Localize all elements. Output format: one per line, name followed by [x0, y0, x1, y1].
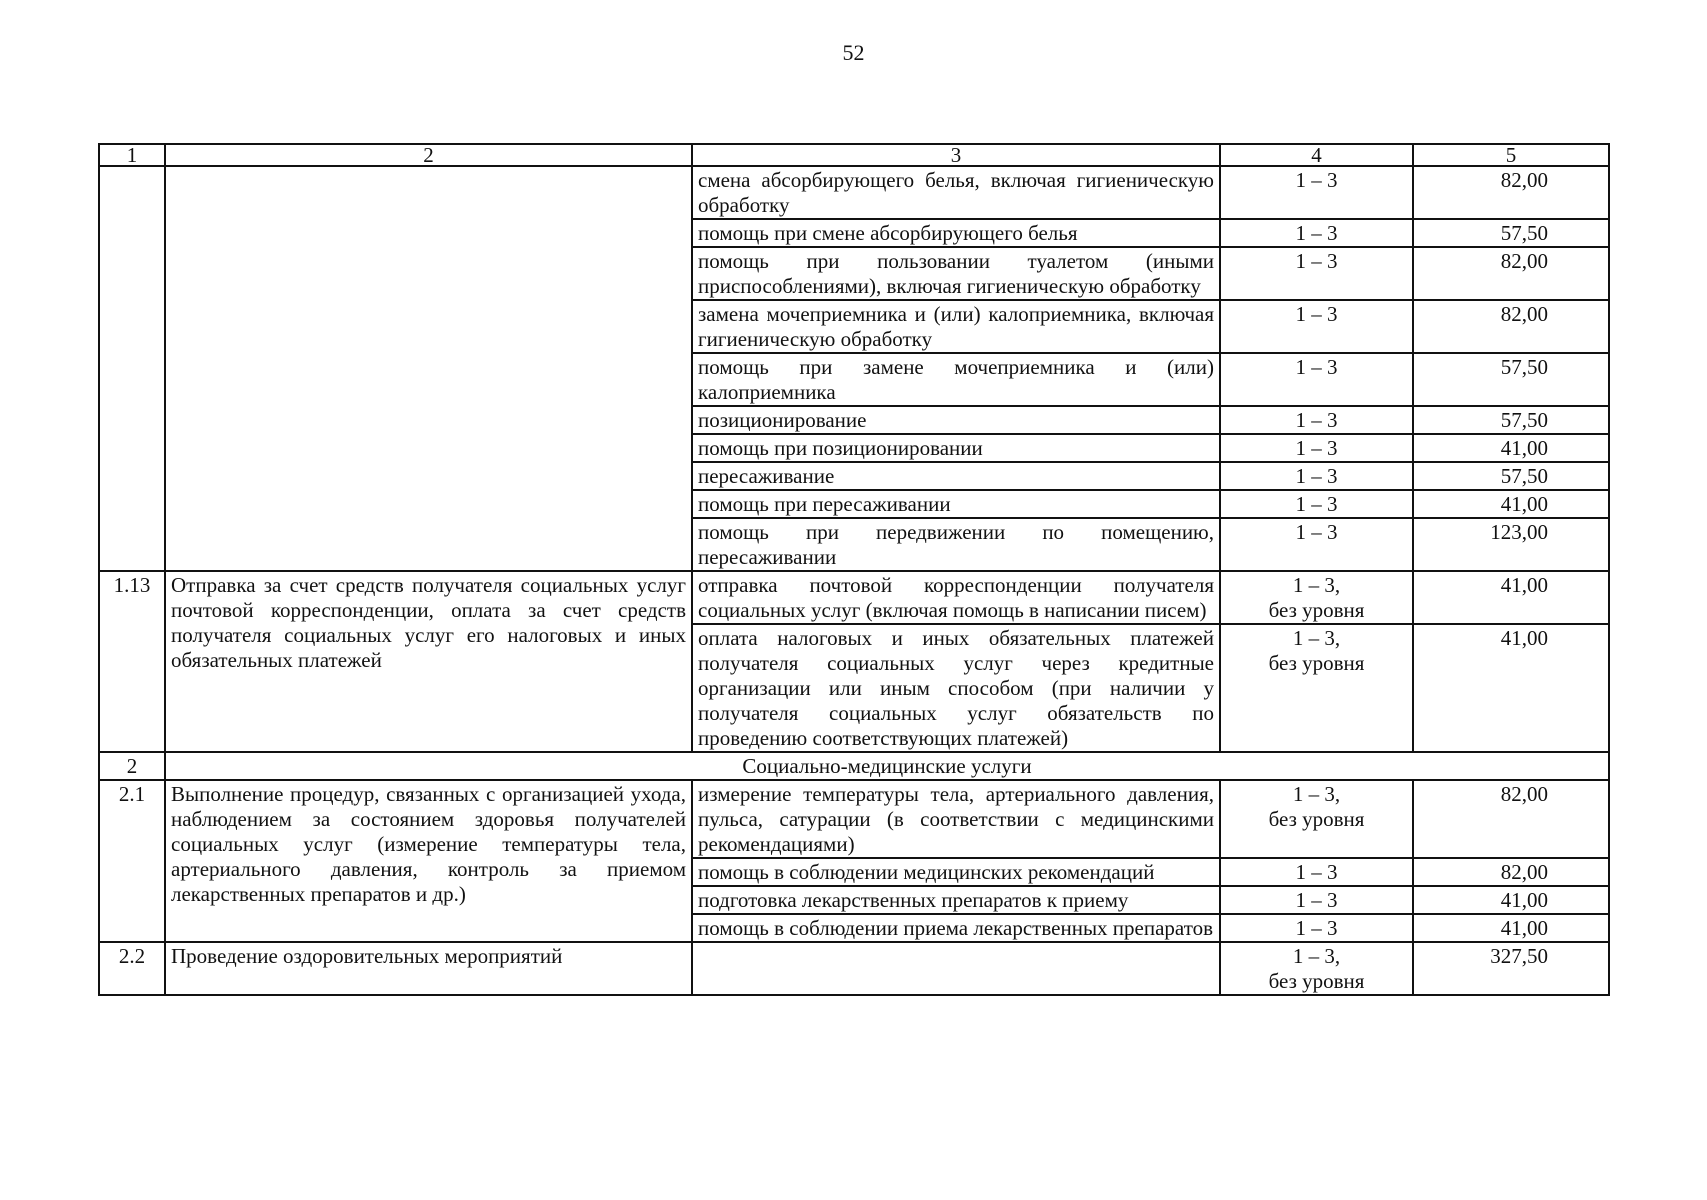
level-cell: 1 – 3 [1220, 166, 1413, 219]
level-cell: 1 – 3 [1220, 490, 1413, 518]
service-number-cell [99, 166, 165, 571]
table-row [99, 166, 1609, 219]
activity-cell: пересаживание [692, 462, 1220, 490]
table-header-row [99, 144, 1609, 166]
activity-cell: помощь при смене абсорбирующего белья [692, 219, 1220, 247]
price-cell: 57,50 [1413, 406, 1609, 434]
table-row [99, 780, 1609, 858]
section-row [99, 752, 1609, 780]
activity-cell: помощь в соблюдении приема лекарственных препаратов [692, 914, 1220, 942]
activity-cell: помощь при позиционировании [692, 434, 1220, 462]
level-cell: 1 – 3 [1220, 247, 1413, 300]
price-cell: 82,00 [1413, 300, 1609, 353]
level-range: 1 – 3, [1292, 782, 1341, 806]
level-cell [1220, 942, 1413, 995]
activity-cell [692, 942, 1220, 995]
level-note: без уровня [1268, 807, 1365, 831]
page-number: 52 [842, 40, 865, 65]
table-row [99, 942, 1609, 995]
section-title-cell: Социально-медицинские услуги [165, 752, 1609, 780]
header-cell: 4 [1220, 144, 1413, 166]
header-cell: 2 [165, 144, 692, 166]
service-number-cell: 2.2 [99, 942, 165, 995]
service-number-cell: 1.13 [99, 571, 165, 752]
activity-cell: подготовка лекарственных препаратов к приему [692, 886, 1220, 914]
activity-cell: отправка почтовой корреспонденции получателя социальных услуг (включая помощь в написании писем) [692, 571, 1220, 624]
level-range: 1 – 3, [1292, 573, 1341, 597]
activity-cell: замена мочеприемника и (или) калоприемника, включая гигиеническую обработку [692, 300, 1220, 353]
level-cell: 1 – 3 [1220, 406, 1413, 434]
header-cell: 1 [99, 144, 165, 166]
level-cell: 1 – 3 [1220, 353, 1413, 406]
level-note: без уровня [1268, 598, 1365, 622]
price-cell: 41,00 [1413, 914, 1609, 942]
activity-cell: позиционирование [692, 406, 1220, 434]
price-cell: 57,50 [1413, 219, 1609, 247]
level-cell: 1 – 3 [1220, 518, 1413, 571]
header-cell: 3 [692, 144, 1220, 166]
price-cell: 41,00 [1413, 571, 1609, 624]
level-cell [1220, 780, 1413, 858]
activity-cell: помощь при замене мочеприемника и (или) калоприемника [692, 353, 1220, 406]
activity-cell: оплата налоговых и иных обязательных платежей получателя социальных услуг через кредитные организации или иным способом (при наличии у получателя социальных услуг обязательств по проведению соответствующих платежей) [692, 624, 1220, 752]
section-number-cell: 2 [99, 752, 165, 780]
activity-cell: помощь при пользовании туалетом (иными приспособлениями), включая гигиеническую обработку [692, 247, 1220, 300]
level-note: без уровня [1268, 651, 1365, 675]
price-cell: 82,00 [1413, 858, 1609, 886]
service-name-cell: Отправка за счет средств получателя социальных услуг почтовой корреспонденции, оплата за счет средств получателя социальных услуг его налоговых и иных обязательных платежей [165, 571, 692, 752]
table-row [99, 571, 1609, 624]
activity-cell: смена абсорбирующего белья, включая гигиеническую обработку [692, 166, 1220, 219]
price-cell: 57,50 [1413, 462, 1609, 490]
activity-cell: помощь при передвижении по помещению, пересаживании [692, 518, 1220, 571]
services-table [98, 143, 1610, 996]
service-number-cell: 2.1 [99, 780, 165, 942]
price-cell: 41,00 [1413, 434, 1609, 462]
header-cell: 5 [1413, 144, 1609, 166]
service-name-cell: Проведение оздоровительных мероприятий [165, 942, 692, 995]
activity-cell: измерение температуры тела, артериального давления, пульса, сатурации (в соответствии с медицинскими рекомендациями) [692, 780, 1220, 858]
price-cell: 82,00 [1413, 780, 1609, 858]
level-cell: 1 – 3 [1220, 434, 1413, 462]
level-cell: 1 – 3 [1220, 858, 1413, 886]
price-cell: 41,00 [1413, 624, 1609, 752]
level-range: 1 – 3, [1292, 944, 1341, 968]
level-cell: 1 – 3 [1220, 886, 1413, 914]
activity-cell: помощь в соблюдении медицинских рекомендаций [692, 858, 1220, 886]
level-cell [1220, 571, 1413, 624]
level-cell: 1 – 3 [1220, 914, 1413, 942]
service-name-cell [165, 166, 692, 571]
price-cell: 57,50 [1413, 353, 1609, 406]
price-cell: 41,00 [1413, 490, 1609, 518]
level-cell: 1 – 3 [1220, 219, 1413, 247]
price-cell: 123,00 [1413, 518, 1609, 571]
level-range: 1 – 3, [1292, 626, 1341, 650]
price-cell: 82,00 [1413, 247, 1609, 300]
activity-cell: помощь при пересаживании [692, 490, 1220, 518]
service-name-cell: Выполнение процедур, связанных с организацией ухода, наблюдением за состоянием здоровья получателей социальных услуг (измерение температуры тела, артериального давления, контроль за приемом лекарственных препаратов и др.) [165, 780, 692, 942]
level-cell [1220, 624, 1413, 752]
level-cell: 1 – 3 [1220, 300, 1413, 353]
level-note: без уровня [1268, 969, 1365, 993]
level-cell: 1 – 3 [1220, 462, 1413, 490]
price-cell: 327,50 [1413, 942, 1609, 995]
price-cell: 41,00 [1413, 886, 1609, 914]
price-cell: 82,00 [1413, 166, 1609, 219]
